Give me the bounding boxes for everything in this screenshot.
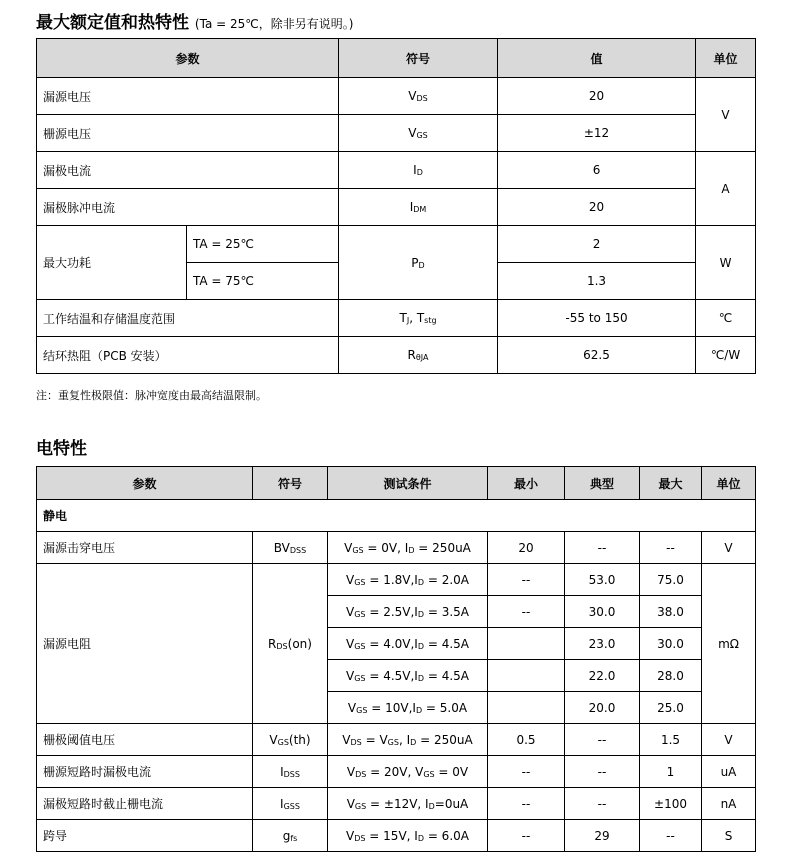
param-cell: 漏极脉冲电流 (37, 189, 339, 226)
unit-cell: V (696, 78, 756, 152)
header-unit: 单位 (702, 467, 756, 500)
max-ratings-table (36, 38, 756, 374)
typ-cell: 30.0 (565, 596, 640, 628)
table-row (37, 564, 756, 596)
symbol-cell: $R_{DS}(on)$ (253, 564, 328, 724)
typ-cell: 22.0 (565, 660, 640, 692)
unit-cell: V (702, 532, 756, 564)
unit-cell: ℃/W (696, 337, 756, 374)
table-row (37, 532, 756, 564)
condition-cell: $V_{GS} = 2.5V,I_D = 3.5A$ (328, 596, 488, 628)
min-cell: -- (488, 820, 565, 852)
symbol-cell: $BV_{DSS}$ (253, 532, 328, 564)
unit-cell: S (702, 820, 756, 852)
header-min: 最小 (488, 467, 565, 500)
condition-cell: $V_{GS} = \pm 12V$, $I_D=0uA$ (328, 788, 488, 820)
unit-cell: nA (702, 788, 756, 820)
unit-cell: W (696, 226, 756, 300)
typ-cell: 20.0 (565, 692, 640, 724)
symbol-cell: $V_{GS}$ (339, 115, 498, 152)
min-cell: -- (488, 756, 565, 788)
param-cell: 漏源击穿电压 (37, 532, 253, 564)
header-symbol: 符号 (339, 39, 498, 78)
max-cell: ±100 (640, 788, 702, 820)
electrical-characteristics-table (36, 466, 756, 852)
group-label: 静电 (37, 500, 756, 532)
value-cell: 20 (498, 78, 696, 115)
max-cell: 25.0 (640, 692, 702, 724)
condition-cell: $V_{GS} = 4.0V,I_D = 4.5A$ (328, 628, 488, 660)
value-cell: 1.3 (498, 263, 696, 300)
typ-cell: 29 (565, 820, 640, 852)
symbol-cell: $I_D$ (339, 152, 498, 189)
table-header-row (37, 467, 756, 500)
symbol-cell: $V_{GS}(th)$ (253, 724, 328, 756)
condition-cell: $V_{GS} = 4.5V,I_D = 4.5A$ (328, 660, 488, 692)
section1-title (36, 8, 353, 33)
param-cell: 栅极阈值电压 (37, 724, 253, 756)
param-cell: 最大功耗 (37, 226, 187, 300)
param-cell: 漏极电流 (37, 152, 339, 189)
symbol-cell: $V_{DS}$ (339, 78, 498, 115)
typ-cell: -- (565, 724, 640, 756)
section1-title-text: 最大额定值和热特性 (36, 13, 189, 33)
symbol-cell: $I_{DSS}$ (253, 756, 328, 788)
header-param: 参数 (37, 467, 253, 500)
header-max: 最大 (640, 467, 702, 500)
max-cell: 1.5 (640, 724, 702, 756)
table-row (37, 226, 756, 263)
param-cell: 漏源电阻 (37, 564, 253, 724)
typ-cell: -- (565, 788, 640, 820)
table-header-row (37, 39, 756, 78)
table-row (37, 820, 756, 852)
section1-subtitle: (Ta = 25℃，除非另有说明。) (194, 17, 354, 31)
max-cell: 30.0 (640, 628, 702, 660)
table-row (37, 724, 756, 756)
table-row (37, 300, 756, 337)
header-condition: 测试条件 (328, 467, 488, 500)
min-cell (488, 692, 565, 724)
typ-cell: -- (565, 532, 640, 564)
value-cell: 6 (498, 152, 696, 189)
condition-cell: $V_{DS} = V_{GS}$, $I_D = 250uA$ (328, 724, 488, 756)
symbol-cell: $g_{fs}$ (253, 820, 328, 852)
condition-cell: $V_{GS} = 0V$, $I_D = 250uA$ (328, 532, 488, 564)
max-cell: 28.0 (640, 660, 702, 692)
max-cell: 38.0 (640, 596, 702, 628)
unit-cell: V (702, 724, 756, 756)
section2-title: 电特性 (36, 439, 87, 459)
value-cell: -55 to 150 (498, 300, 696, 337)
unit-cell: uA (702, 756, 756, 788)
min-cell: -- (488, 564, 565, 596)
max-cell: -- (640, 532, 702, 564)
symbol-cell: $R_{\theta JA}$ (339, 337, 498, 374)
condition-cell: $V_{GS} = 1.8V,I_D = 2.0A$ (328, 564, 488, 596)
max-cell: 75.0 (640, 564, 702, 596)
condition-cell: $V_{DS} = 15V$, $I_D = 6.0A$ (328, 820, 488, 852)
param-cell: 跨导 (37, 820, 253, 852)
min-cell: 0.5 (488, 724, 565, 756)
min-cell: -- (488, 788, 565, 820)
header-value: 值 (498, 39, 696, 78)
group-row (37, 500, 756, 532)
param-cell: 漏极短路时截止栅电流 (37, 788, 253, 820)
value-cell: 2 (498, 226, 696, 263)
unit-cell: ℃ (696, 300, 756, 337)
min-cell (488, 660, 565, 692)
condition-cell: $V_{DS} = 20V$, $V_{GS} = 0V$ (328, 756, 488, 788)
typ-cell: 53.0 (565, 564, 640, 596)
min-cell: 20 (488, 532, 565, 564)
min-cell: -- (488, 596, 565, 628)
table-row (37, 337, 756, 374)
value-cell: 20 (498, 189, 696, 226)
param-cell: 栅源电压 (37, 115, 339, 152)
symbol-cell: $I_{DM}$ (339, 189, 498, 226)
value-cell: 62.5 (498, 337, 696, 374)
min-cell (488, 628, 565, 660)
unit-cell: A (696, 152, 756, 226)
header-typ: 典型 (565, 467, 640, 500)
table-row (37, 78, 756, 115)
unit-cell: mΩ (702, 564, 756, 724)
symbol-cell: $P_D$ (339, 226, 498, 300)
symbol-cell: $I_{GSS}$ (253, 788, 328, 820)
table-row (37, 115, 756, 152)
table-row (37, 756, 756, 788)
condition-cell: TA = 75℃ (187, 263, 339, 300)
footnote: 注：重复性极限值：脉冲宽度由最高结温限制。 (36, 389, 267, 402)
param-cell: 工作结温和存储温度范围 (37, 300, 339, 337)
table-row (37, 152, 756, 189)
header-symbol: 符号 (253, 467, 328, 500)
symbol-cell: $T_J$, $T_{stg}$ (339, 300, 498, 337)
max-cell: -- (640, 820, 702, 852)
condition-cell: $V_{GS} = 10V,I_D = 5.0A$ (328, 692, 488, 724)
header-unit: 单位 (696, 39, 756, 78)
param-cell: 漏源电压 (37, 78, 339, 115)
max-cell: 1 (640, 756, 702, 788)
value-cell: ±12 (498, 115, 696, 152)
param-cell: 栅源短路时漏极电流 (37, 756, 253, 788)
header-param: 参数 (37, 39, 339, 78)
table-row (37, 788, 756, 820)
typ-cell: 23.0 (565, 628, 640, 660)
table-row (37, 189, 756, 226)
typ-cell: -- (565, 756, 640, 788)
param-cell: 结环热阻（PCB 安装） (37, 337, 339, 374)
condition-cell: TA = 25℃ (187, 226, 339, 263)
